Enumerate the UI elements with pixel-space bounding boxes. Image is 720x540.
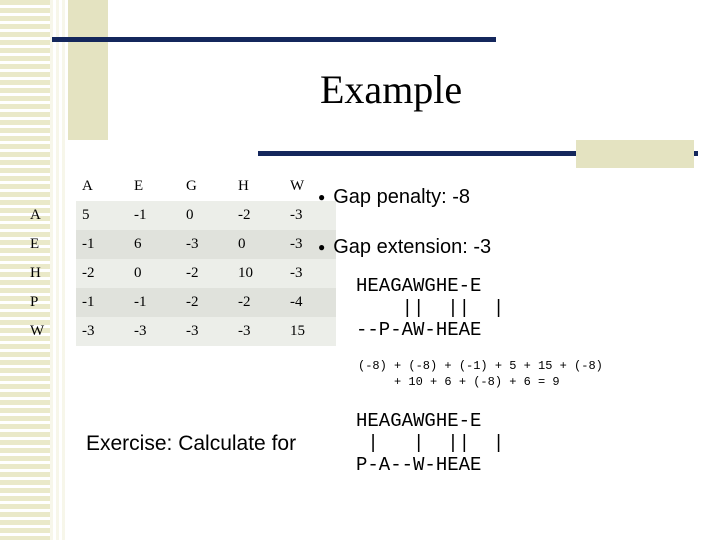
matrix-col-header: H <box>238 178 249 194</box>
matrix-col-header: E <box>134 178 144 194</box>
matrix-col-header: G <box>186 178 197 194</box>
bullet-icon: ● <box>318 190 326 204</box>
matrix-cell: -3 <box>232 317 284 346</box>
matrix-row <box>24 288 336 317</box>
gap-penalty-text: Gap penalty: -8 <box>333 185 470 208</box>
decorative-bar-top <box>52 37 496 42</box>
matrix-corner <box>24 172 76 201</box>
matrix-row-header: A <box>30 207 41 223</box>
alignment-match-line: | | || | <box>356 432 505 454</box>
alignment-exercise <box>356 410 504 476</box>
matrix-cell: -3 <box>128 317 180 346</box>
matrix-row-header: W <box>30 323 45 339</box>
bullet-item <box>318 222 491 272</box>
matrix-row-header: E <box>30 236 40 252</box>
matrix-cell: -1 <box>128 201 180 230</box>
bullet-item <box>318 172 491 222</box>
matrix-cell: 15 <box>284 317 336 346</box>
matrix-row <box>24 230 336 259</box>
matrix-cell: -2 <box>180 288 232 317</box>
exercise-label: Exercise: Calculate for <box>86 432 297 455</box>
matrix-col-header: A <box>82 178 93 194</box>
matrix-row <box>24 317 336 346</box>
matrix-row <box>24 201 336 230</box>
matrix-cell: -2 <box>76 259 128 288</box>
matrix-cell: -2 <box>232 288 284 317</box>
matrix-cell: -1 <box>76 230 128 259</box>
matrix-header-row <box>24 172 336 201</box>
matrix-cell: -3 <box>284 259 336 288</box>
alignment-seq2: --P-AW-HEAE <box>356 319 482 341</box>
matrix-cell: 0 <box>128 259 180 288</box>
matrix-cell: 5 <box>76 201 128 230</box>
matrix-row <box>24 259 336 288</box>
matrix-cell: -3 <box>284 201 336 230</box>
matrix-cell: -4 <box>284 288 336 317</box>
calculation-line2: + 10 + 6 + (-8) + 6 = 9 <box>358 375 560 389</box>
score-calculation <box>358 358 603 390</box>
matrix-cell: 6 <box>128 230 180 259</box>
decorative-block-top <box>68 0 108 140</box>
bullet-list <box>318 172 491 272</box>
matrix-col-header: W <box>290 178 305 194</box>
matrix-cell: -3 <box>76 317 128 346</box>
matrix-cell: -1 <box>128 288 180 317</box>
matrix-cell: -2 <box>180 259 232 288</box>
matrix-cell: 0 <box>180 201 232 230</box>
bullet-icon: ● <box>318 240 326 254</box>
slide-title: Example <box>320 67 463 112</box>
matrix-cell: -3 <box>180 317 232 346</box>
matrix-cell: 10 <box>232 259 284 288</box>
alignment-example <box>356 275 504 341</box>
matrix-cell: -3 <box>284 230 336 259</box>
matrix-row-header: H <box>30 265 41 281</box>
alignment-seq2: P-A--W-HEAE <box>356 454 482 476</box>
gap-extension-text: Gap extension: -3 <box>333 235 492 258</box>
calculation-line1: (-8) + (-8) + (-1) + 5 + 15 + (-8) <box>358 359 603 373</box>
alignment-match-line: || || | <box>356 297 505 319</box>
matrix-cell: -1 <box>76 288 128 317</box>
matrix-cell: -3 <box>180 230 232 259</box>
alignment-seq1: HEAGAWGHE-E <box>356 410 482 432</box>
decorative-block-middle <box>576 140 694 168</box>
matrix-cell: -2 <box>232 201 284 230</box>
scoring-matrix <box>24 172 336 346</box>
matrix-cell: 0 <box>232 230 284 259</box>
alignment-seq1: HEAGAWGHE-E <box>356 275 482 297</box>
matrix-row-header: P <box>30 294 39 310</box>
